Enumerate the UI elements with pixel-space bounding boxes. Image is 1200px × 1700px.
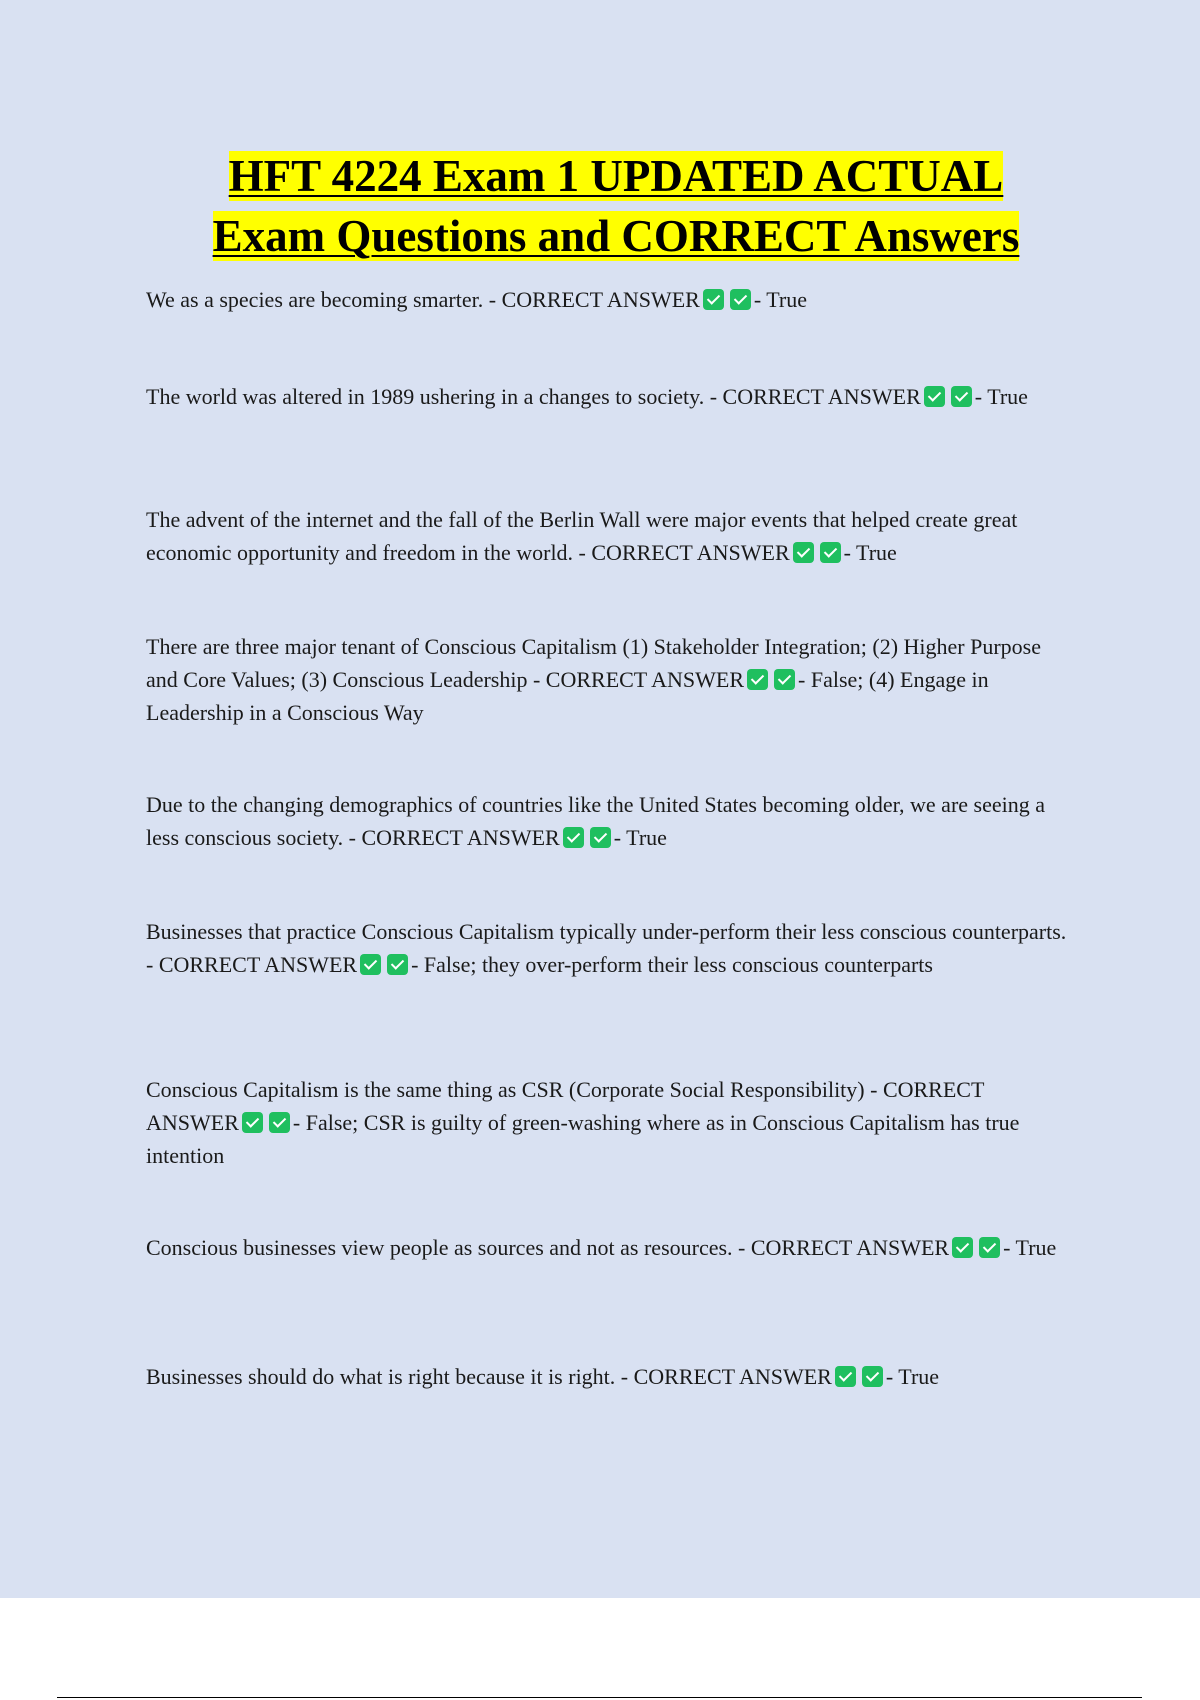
check-box-icon	[563, 827, 584, 848]
check-box-icon	[590, 827, 611, 848]
check-box-icon	[387, 954, 408, 975]
check-box-icon	[951, 386, 972, 407]
answer-text: - False; they over-perform their less conscious counterparts	[411, 952, 933, 977]
question-text: The world was altered in 1989 ushering in a changes to society. - CORRECT ANSWER	[146, 384, 921, 409]
document-title	[146, 146, 1086, 266]
answer-text: - True	[885, 1364, 940, 1389]
check-box-icon	[730, 289, 751, 310]
answer-text: - False; (4) Engage in Leadership in a Conscious Way	[146, 667, 989, 725]
question-text: Conscious Capitalism is the same thing as CSR (Corporate Social Responsibility) - CORRECT ANSWER	[146, 1077, 985, 1135]
answer-text: - True	[1003, 1235, 1057, 1260]
qa-item-1	[146, 283, 1076, 316]
check-box-icon	[747, 669, 768, 690]
qa-item-7	[146, 1073, 1076, 1172]
answer-text: - True	[753, 287, 808, 312]
check-box-icon	[862, 1366, 883, 1387]
title-line-2: Exam Questions and CORRECT Answers	[212, 211, 1020, 261]
qa-item-2	[146, 380, 1076, 413]
question-text: Businesses that practice Conscious Capitalism typically under-perform their less conscious counterparts. - CORRECT ANSWER	[146, 919, 1067, 977]
question-text: There are three major tenant of Conscious Capitalism (1) Stakeholder Integration; (2) Higher Purpose and Core Values; (3) Conscious Leadership - CORRECT ANSWER	[146, 634, 1042, 692]
check-box-icon	[820, 542, 841, 563]
qa-item-3	[146, 503, 1076, 569]
check-box-icon	[774, 669, 795, 690]
title-line-1: HFT 4224 Exam 1 UPDATED ACTUAL	[228, 151, 1004, 201]
qa-item-8	[146, 1231, 1076, 1264]
check-box-icon	[793, 542, 814, 563]
check-box-icon	[703, 289, 724, 310]
question-text: Conscious businesses view people as sources and not as resources. - CORRECT ANSWER	[146, 1235, 950, 1260]
check-box-icon	[835, 1366, 856, 1387]
check-box-icon	[242, 1112, 263, 1133]
answer-text: - True	[974, 384, 1028, 409]
check-box-icon	[952, 1237, 973, 1258]
check-box-icon	[924, 386, 945, 407]
answer-text: - False; CSR is guilty of green-washing where as in Conscious Capitalism has true intention	[146, 1110, 1020, 1168]
check-box-icon	[360, 954, 381, 975]
question-text: Businesses should do what is right because it is right. - CORRECT ANSWER	[146, 1364, 832, 1389]
check-box-icon	[979, 1237, 1000, 1258]
qa-item-9	[146, 1360, 1076, 1393]
check-box-icon	[269, 1112, 290, 1133]
footer-divider	[57, 1697, 1142, 1698]
question-text: Due to the changing demographics of countries like the United States becoming older, we are seeing a less conscious society. - CORRECT ANSWER	[146, 792, 1046, 850]
question-text: The advent of the internet and the fall of the Berlin Wall were major events that helped create great economic opportunity and freedom in the world. - CORRECT ANSWER	[146, 507, 1018, 565]
qa-item-5	[146, 788, 1076, 854]
qa-item-4	[146, 630, 1076, 729]
answer-text: - True	[843, 540, 897, 565]
question-text: We as a species are becoming smarter. - CORRECT ANSWER	[146, 287, 700, 312]
qa-item-6	[146, 915, 1076, 981]
answer-text: - True	[613, 825, 667, 850]
